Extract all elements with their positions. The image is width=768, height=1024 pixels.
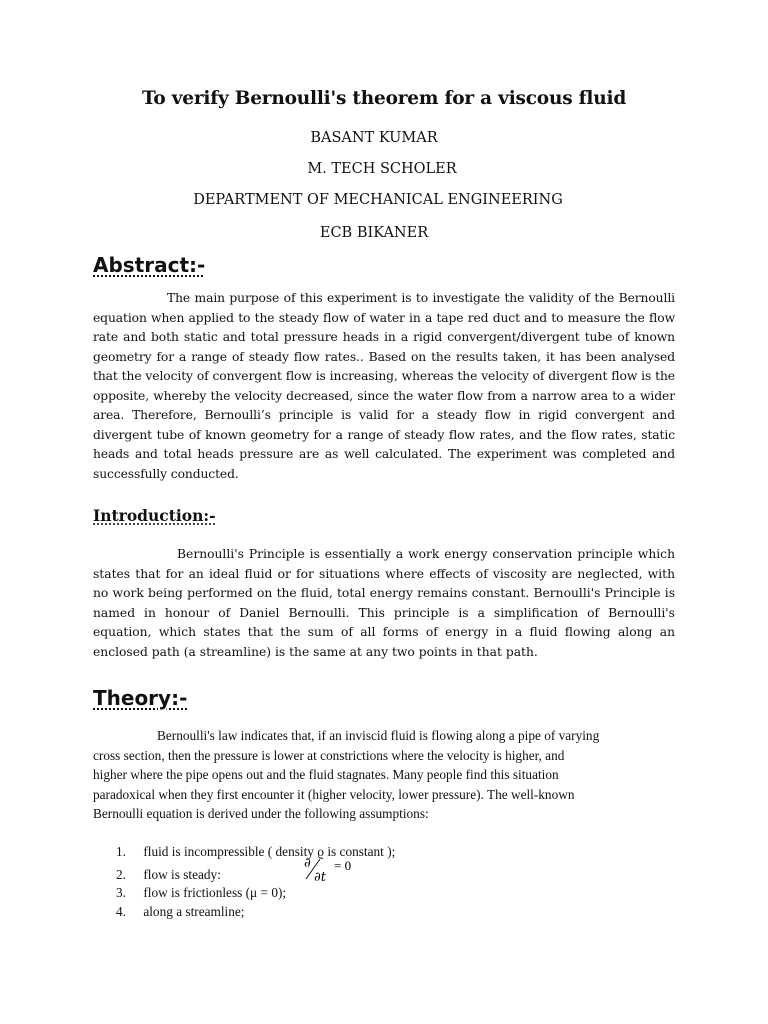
introduction-text: Bernoulli's Principle is essentially a work energy conservation principle which states that for an ideal fluid or for situations where effects of viscosity are neglected, with no work being performed on the fluid, total energy remains constant. Bernoulli's Principle is named in honour of Daniel Bernoulli. This principle is a simplification of Bernoulli's equation, which states that the sum of all forms of energy in a fluid flowing along an enclosed path (a streamline) is the same at any two points in that path.	[93, 547, 675, 659]
theory-line: Bernoulli equation is derived under the following assumptions:	[93, 806, 429, 821]
list-number: 4.	[116, 904, 126, 919]
list-text: fluid is incompressible ( density ϱ is constant );	[143, 844, 396, 859]
theory-line: cross section, then the pressure is lower at constrictions where the velocity is higher, and	[93, 747, 565, 763]
list-text: flow is steady:	[143, 867, 221, 882]
formula-numerator: ∂	[304, 856, 311, 871]
list-number: 3.	[116, 885, 126, 900]
steady-flow-formula	[300, 855, 370, 885]
list-item	[116, 883, 676, 902]
list-number: 2.	[116, 867, 126, 882]
list-item	[116, 856, 676, 885]
author-department: DEPARTMENT OF MECHANICAL ENGINEERING	[193, 192, 563, 208]
theory-heading: Theory:-	[93, 686, 188, 710]
author-role: M. TECH SCHOLER	[307, 161, 457, 177]
abstract-text: The main purpose of this experiment is to investigate the validity of the Bernoulli equation when applied to the steady flow of water in a tape red duct and to measure the flow rate and both static and total pressure heads in a rigid convergent/divergent tube of known geometry for a range of steady flow rates.. Based on the results taken, it has been analysed that the velocity of convergent flow is increasing, whereas the velocity of divergent flow is the opposite, whereby the velocity decreased, since the water flow from a narrow area to a wider area. Therefore, Bernoulli’s principle is valid for a steady flow in rigid convergent and divergent tube of known geometry for a range of steady flow rates, and the flow rates, static heads and total heads pressure are as well calculated. The experiment was completed and successfully conducted.	[93, 291, 675, 481]
theory-text	[93, 726, 693, 824]
paper-title: To verify Bernoulli's theorem for a viscous fluid	[141, 88, 627, 109]
list-number: 1.	[116, 844, 126, 859]
list-text: flow is frictionless (μ = 0);	[143, 885, 287, 900]
theory-line: higher where the pipe opens out and the fluid stagnates. Many people find this situation	[93, 767, 559, 782]
author-name: BASANT KUMAR	[310, 130, 438, 146]
abstract-heading: Abstract:-	[93, 253, 206, 277]
formula-rhs: = 0	[334, 858, 352, 873]
list-text: along a streamline;	[143, 904, 245, 919]
theory-line: paradoxical when they first encounter it (higher velocity, lower pressure). The well-known	[93, 786, 575, 802]
introduction-heading: Introduction:-	[93, 506, 216, 525]
theory-line: Bernoulli's law indicates that, if an inviscid fluid is flowing along a pipe of varying	[157, 728, 600, 743]
list-item	[116, 842, 676, 861]
formula-denominator: ∂t	[314, 870, 326, 885]
assumption-list	[116, 842, 676, 921]
list-item	[116, 902, 676, 921]
author-college: ECB BIKANER	[319, 225, 429, 241]
